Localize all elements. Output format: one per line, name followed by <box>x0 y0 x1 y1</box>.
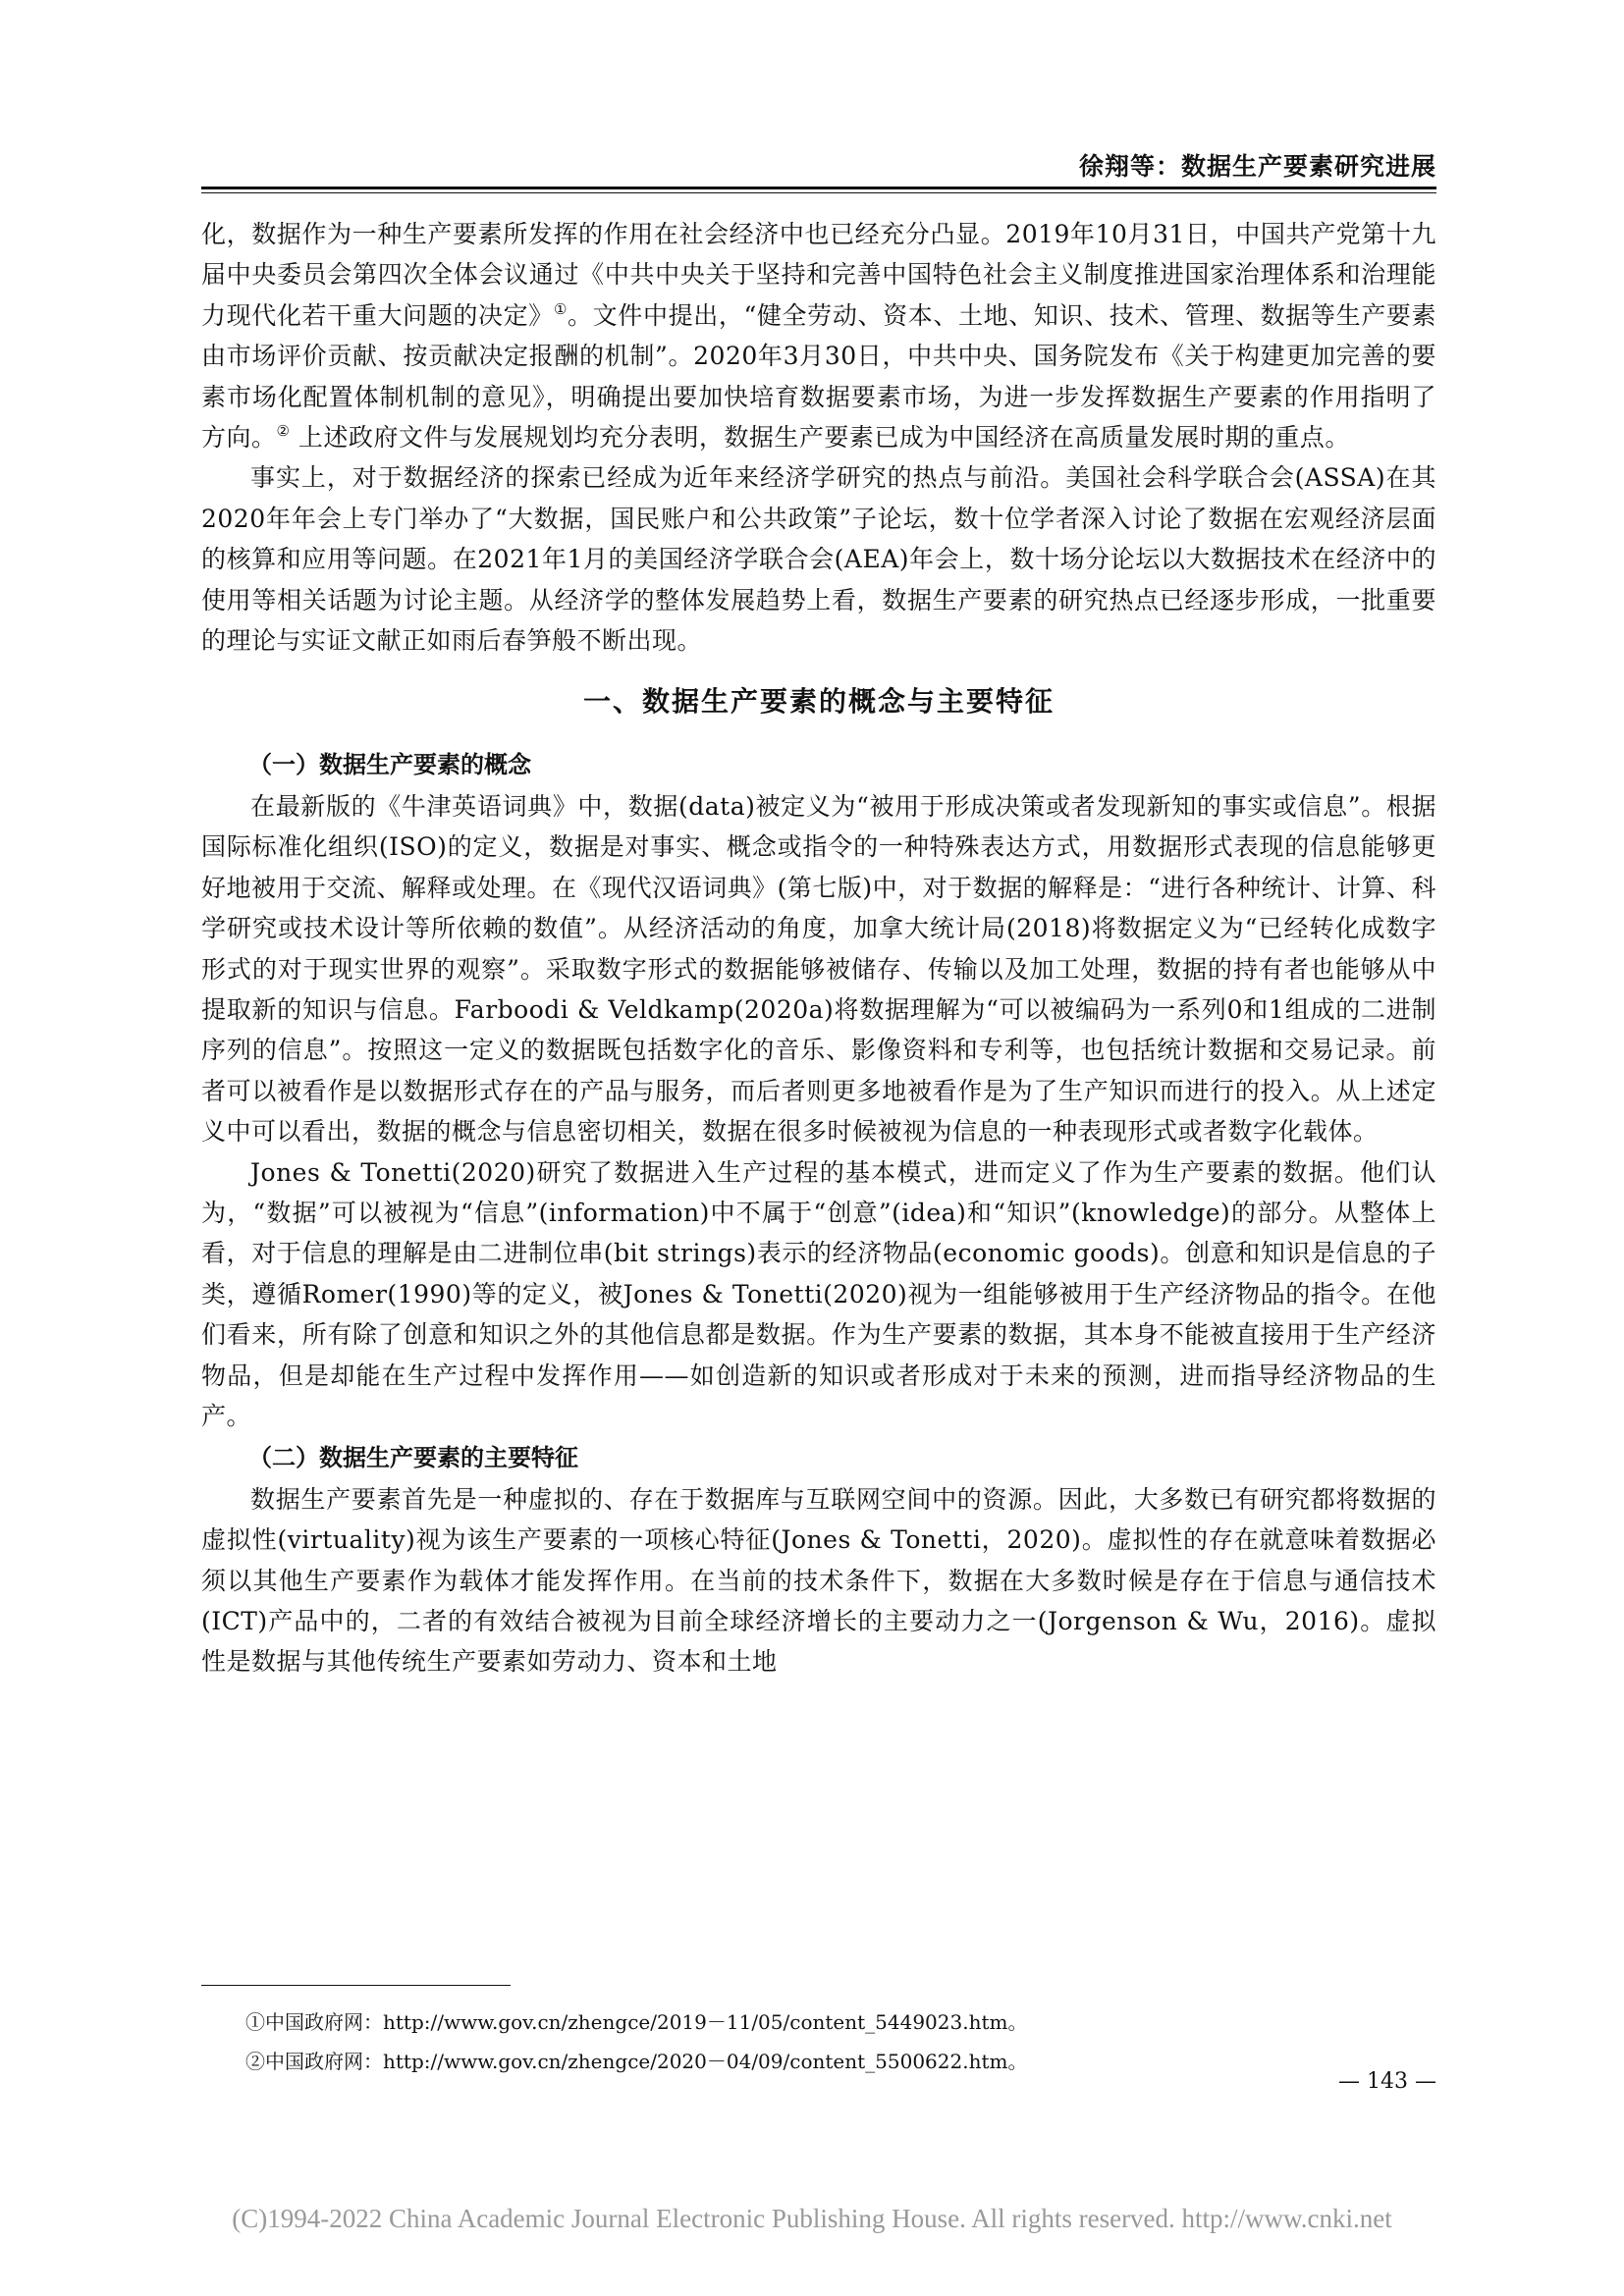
paragraph-text: 。文件中提出，“健全劳动、资本、土地、知识、技术、管理、数据等生产要素由市场评价贡献、按贡献决定报酬的机制”。2020年3月30日，中共中央、国务院发布《关于构建更加完善的要素市场化配置体制机制的意见》，明确提出要加快培育数据要素市场，为进一步发挥数据生产要素的作用指明了方向。 <box>201 300 1436 453</box>
paragraph-intro <box>201 214 1436 457</box>
running-header: 徐翔等：数据生产要素研究进展 <box>1078 152 1436 181</box>
footnote-1: ①中国政府网：http://www.gov.cn/zhengce/2019－11/05/content_5449023.htm。 <box>245 2010 1028 2034</box>
footnote-ref-1[interactable]: ① <box>553 299 568 318</box>
page-number: — 143 — <box>1338 2069 1436 2094</box>
subsection-title-features: （二）数据生产要素的主要特征 <box>248 1444 578 1472</box>
footnote-ref-2[interactable]: ② <box>276 422 291 441</box>
paragraph-research-frontier: 事实上，对于数据经济的探索已经成为近年来经济学研究的热点与前沿。美国社会科学联合会(ASSA)在其2020年年会上专门举办了“大数据，国民账户和公共政策”子论坛，数十位学者深入讨论了数据在宏观经济层面的核算和应用等问题。在2021年1月的美国经济学联合会(AEA)年会上，数十场分论坛以大数据技术在经济中的使用等相关话题为讨论主题。从经济学的整体发展趋势上看，数据生产要素的研究热点已经逐步形成，一批重要的理论与实证文献正如雨后春笋般不断出现。 <box>201 463 1436 656</box>
footnote-rule <box>201 1985 511 1986</box>
paragraph-data-definition: 在最新版的《牛津英语词典》中，数据(data)被定义为“被用于形成决策或者发现新知的事实或信息”。根据国际标准化组织(ISO)的定义，数据是对事实、概念或指令的一种特殊表达方式，用数据形式表现的信息能够更好地被用于交流、解释或处理。在《现代汉语词典》(第七版)中，对于数据的解释是：“进行各种统计、计算、科学研究或技术设计等所依赖的数值”。从经济活动的角度，加拿大统计局(2018)将数据定义为“已经转化成数字形式的对于现实世界的观察”。采取数字形式的数据能够被储存、传输以及加工处理，数据的持有者也能够从中提取新的知识与信息。Farboodi & Veldkamp(2020a)将数据理解为“可以被编码为一系列0和1组成的二进制序列的信息”。按照这一定义的数据既包括数字化的音乐、影像资料和专利等，也包括统计数据和交易记录。前者可以被看作是以数据形式存在的产品与服务，而后者则更多地被看作是为了生产知识而进行的投入。从上述定义中可以看出，数据的概念与信息密切相关，数据在很多时候被视为信息的一种表现形式或者数字化载体。 <box>201 791 1436 1147</box>
copyright-notice: (C)1994-2022 China Academic Journal Electronic Publishing House. All rights reserved. http://www.cnki.net <box>232 2204 1392 2233</box>
paragraph-text: 化，数据作为一种生产要素所发挥的作用在社会经济中也已经充分凸显。2019年10月31日，中国共产党第十九届中央委员会第四次全体会议通过《中共中央关于坚持和完善中国特色社会主义制度推进国家治理体系和治理能力现代化若干重大问题的决定》 <box>201 220 1436 330</box>
paragraph-virtuality: 数据生产要素首先是一种虚拟的、存在于数据库与互联网空间中的资源。因此，大多数已有研究都将数据的虚拟性(virtuality)视为该生产要素的一项核心特征(Jones & Tonetti，2020)。虚拟性的存在就意味着数据必须以其他生产要素作为载体才能发挥作用。在当前的技术条件下，数据在大多数时候是存在于信息与通信技术(ICT)产品中的，二者的有效结合被视为目前全球经济增长的主要动力之一(Jorgenson & Wu，2016)。虚拟性是数据与其他传统生产要素如劳动力、资本和土地 <box>201 1484 1436 1677</box>
article-body <box>201 214 1436 1682</box>
paragraph-jones-tonetti: Jones & Tonetti(2020)研究了数据进入生产过程的基本模式，进而定义了作为生产要素的数据。他们认为，“数据”可以被视为“信息”(information)中不属于“创意”(idea)和“知识”(knowledge)的部分。从整体上看，对于信息的理解是由二进制位串(bit strings)表示的经济物品(economic goods)。创意和知识是信息的子类，遵循Romer(1990)等的定义，被Jones & Tonetti(2020)视为一组能够被用于生产经济物品的指令。在他们看来，所有除了创意和知识之外的其他信息都是数据。作为生产要素的数据，其本身不能被直接用于生产经济物品，但是却能在生产过程中发挥作用——如创造新的知识或者形成对于未来的预测，进而指导经济物品的生产。 <box>201 1157 1436 1430</box>
header-rule <box>201 187 1436 189</box>
section-title: 一、数据生产要素的概念与主要特征 <box>582 685 1055 719</box>
footnote-2: ②中国政府网：http://www.gov.cn/zhengce/2020－04/09/content_5500622.htm。 <box>245 2050 1028 2073</box>
subsection-title-concept: （一）数据生产要素的概念 <box>248 751 531 779</box>
paragraph-text: 上述政府文件与发展规划均充分表明，数据生产要素已成为中国经济在高质量发展时期的重点。 <box>290 423 1350 453</box>
header-rule-secondary <box>201 192 1436 193</box>
